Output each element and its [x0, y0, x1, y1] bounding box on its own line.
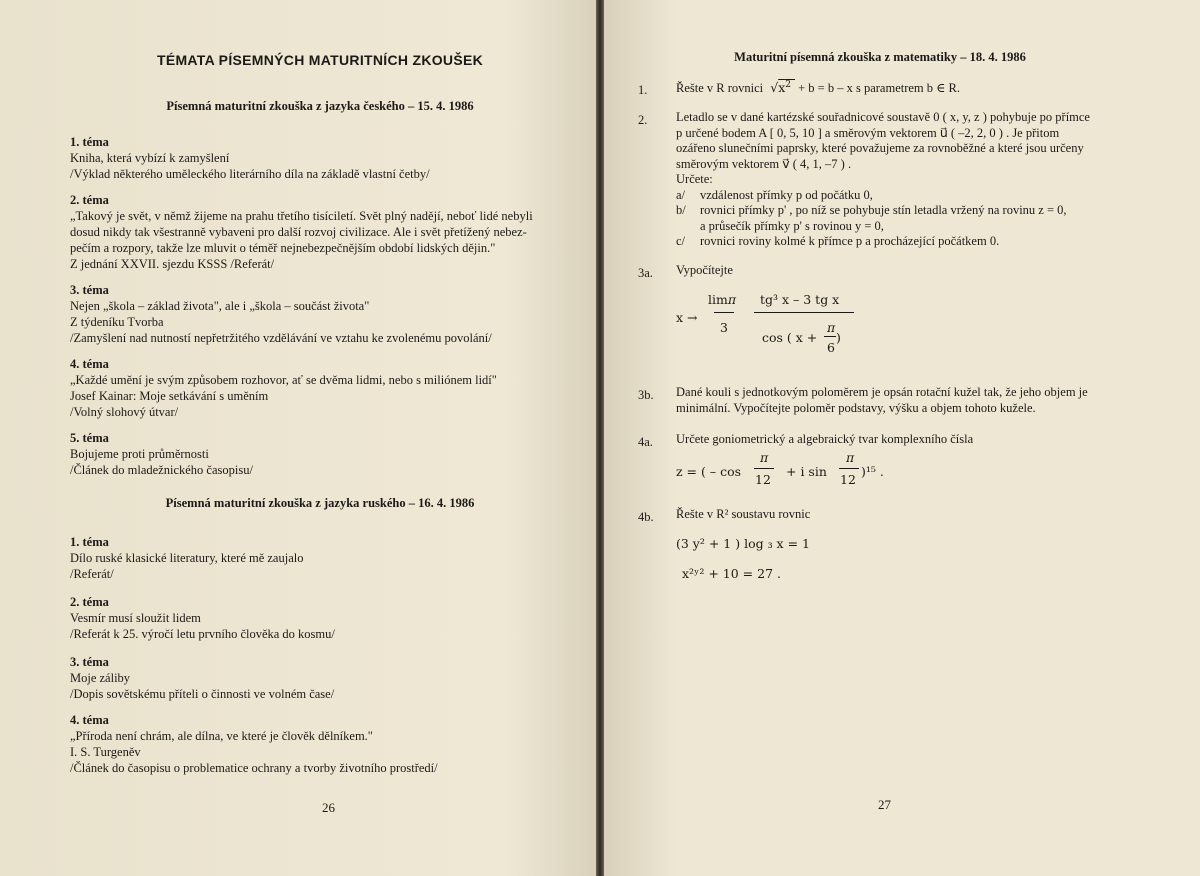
sqrt-symbol: √: [766, 80, 779, 95]
problem-line: minimální. Vypočítejte poloměr podstavy, výšku a objem tohoto kužele.: [676, 400, 1036, 415]
topic-line: Josef Kainar: Moje setkávání s uměním: [70, 389, 269, 403]
fraction-denominator: 3: [720, 320, 728, 335]
topic-label: 3. téma: [70, 655, 109, 669]
problem-4a-text: Určete goniometrický a algebraický tvar komplexního čísla: [676, 432, 974, 446]
problem-line: Dané kouli s jednotkovým poloměrem je opsán rotační kužel tak, že jeho objem je: [676, 385, 1088, 399]
fraction-bar: [839, 468, 859, 469]
complex-expression: [676, 452, 976, 492]
topic-line: „Takový je svět, v němž žijeme na prahu třetího tisíciletí. Svět plný nadějí, neboť lidé nebyli: [70, 209, 533, 223]
problem-2: [676, 110, 1146, 250]
topic-line: /Referát/: [70, 567, 114, 581]
topic-line: /Výklad některého uměleckého literárního díla na základě vlastní četby/: [70, 167, 430, 181]
pi-small: π: [827, 320, 836, 335]
page-number-right: 27: [878, 797, 891, 812]
czech-topic-5: [70, 430, 580, 478]
lim-label: limπ: [708, 292, 737, 307]
topic-line: Moje záliby: [70, 671, 131, 685]
topic-label: 1. téma: [70, 135, 109, 149]
equation-1: (3 y² + 1 ) log ₃ x = 1: [676, 536, 810, 551]
topic-label: 5. téma: [70, 431, 109, 445]
z-eq: z = ( – cos: [676, 464, 742, 479]
main-denominator-a: cos ( x +: [762, 330, 818, 345]
czech-topic-1: [70, 134, 580, 182]
problem-number: 3b.: [638, 388, 654, 402]
topic-line: /Dopis sovětskému příteli o činnosti ve volném čase/: [70, 687, 335, 701]
page-number-left: 26: [322, 800, 335, 815]
subtask-b-cont: a průsečík přímky p' s rovinou y = 0,: [700, 218, 884, 233]
exponent: )¹⁵ .: [861, 464, 884, 479]
russian-topic-2: [70, 594, 580, 642]
problem-4b-text: Řešte v R² soustavu rovnic: [676, 507, 811, 521]
limit-expression: [676, 292, 976, 370]
russian-exam-heading: Písemná maturitní zkouška z jazyka ruského – 16. 4. 1986: [165, 496, 475, 510]
problem-3a-text: Vypočítejte: [676, 263, 733, 277]
czech-topic-4: [70, 356, 580, 420]
problem-line: směrovým vektorem v⃗ ( 4, 1, –7 ) .: [676, 156, 852, 171]
twelve: 12: [840, 472, 856, 487]
problem-number: 1.: [638, 83, 648, 97]
topic-line: Z týdeníku Tvorba: [70, 315, 164, 329]
topic-line: /Zamyšlení nad nutností nepřetržitého vzdělávání ve vztahu ke zvolenému povolání/: [70, 331, 492, 345]
topic-line: Z jednání XXVII. sjezdu KSSS /Referát/: [70, 257, 275, 271]
czech-exam-heading: Písemná maturitní zkouška z jazyka českého – 15. 4. 1986: [166, 99, 474, 113]
topic-label: 1. téma: [70, 535, 109, 549]
main-fraction-bar: [754, 312, 854, 313]
topic-label: 4. téma: [70, 713, 109, 727]
topic-line: /Referát k 25. výročí letu prvního člověka do kosmu/: [70, 627, 335, 641]
problem-3b: [676, 385, 1146, 416]
equation-2: x²ʸ² + 10 = 27 .: [682, 566, 781, 581]
book-gutter: [596, 0, 604, 876]
problem-number: 2.: [638, 113, 648, 127]
subtask-a: a/ vzdálenost přímky p od počátku 0,: [676, 187, 873, 202]
math-exam-heading: Maturitní písemná zkouška z matematiky – 18. 4. 1986: [734, 50, 1026, 64]
topic-line: /Článek do časopisu o problematice ochrany a tvorby životního prostředí/: [70, 761, 438, 775]
topic-line: /Článek do mladežnického časopisu/: [70, 463, 253, 477]
russian-topic-3: [70, 654, 580, 702]
czech-topic-3: [70, 282, 580, 346]
subtask-b: b/ rovnici přímky p' , po níž se pohybuje stín letadla vržený na rovinu z = 0,: [676, 203, 1067, 217]
problem-1: [676, 80, 1146, 97]
topic-label: 2. téma: [70, 595, 109, 609]
topic-line: „Každé umění je svým způsobem rozhovor, ať se dvěma lidmi, nebo s miliónem lidí": [70, 373, 497, 387]
topic-line: Vesmír musí sloužit lidem: [70, 611, 201, 625]
pi: π: [846, 450, 855, 465]
topic-line: dosud nikdy tak všestranně vybaveni pro další rozvoj civilizace. Ale i svět přetížený nebez-: [70, 225, 527, 239]
russian-topic-1: [70, 534, 580, 582]
topic-line: Nejen „škola – základ života", ale i „škola – součást života": [70, 299, 370, 313]
czech-topic-2: [70, 192, 580, 272]
small-fraction-bar: [824, 336, 836, 337]
topic-line: I. S. Turgeněv: [70, 745, 141, 759]
topic-line: pečím a rozpory, takže lze mluvit o téměř nejnebezpečnějším období lidských dějin.": [70, 241, 496, 255]
fraction-bar: [714, 312, 734, 313]
topic-label: 4. téma: [70, 357, 109, 371]
problem-line: p určené bodem A [ 0, 5, 10 ] a směrovým vektorem u⃗ ( –2, 2, 0 ) . Je přitom: [676, 125, 1060, 140]
page-title: TÉMATA PÍSEMNÝCH MATURITNÍCH ZKOUŠEK: [156, 52, 484, 68]
problem-number: 4a.: [638, 435, 653, 449]
topic-line: Kniha, která vybízí k zamyšlení: [70, 151, 230, 165]
sqrt-radicand: $x^2$: [778, 80, 792, 95]
problem-line: Určete:: [676, 172, 713, 186]
x-arrow: x →: [676, 310, 698, 325]
problem-number: 3a.: [638, 266, 653, 280]
problem-line: Letadlo se v dané kartézské souřadnicové soustavě 0 ( x, y, z ) pohybuje po přímce: [676, 110, 1090, 124]
six: 6: [827, 340, 835, 355]
topic-label: 2. téma: [70, 193, 109, 207]
main-denominator-b: ): [836, 330, 841, 345]
twelve: 12: [755, 472, 771, 487]
topic-line: Dílo ruské klasické literatury, které mě zaujalo: [70, 551, 304, 565]
topic-label: 3. téma: [70, 283, 109, 297]
problem-text: Řešte v R rovnici: [676, 81, 764, 95]
topic-line: /Volný slohový útvar/: [70, 405, 179, 419]
fraction-bar: [754, 468, 774, 469]
topic-line: „Příroda není chrám, ale dílna, ve které je člověk dělníkem.": [70, 729, 373, 743]
pi: π: [760, 450, 769, 465]
subtask-c: c/ rovnici roviny kolmé k přímce p a procházející počátkem 0.: [676, 234, 1000, 248]
russian-topic-4: [70, 712, 580, 776]
plus-isin: + i sin: [786, 464, 827, 479]
problem-line: ozářeno slunečními paprsky, které považujeme za rovnoběžné a které jsou určeny: [676, 141, 1084, 155]
topic-line: Bojujeme proti průměrnosti: [70, 447, 209, 461]
main-numerator: tg³ x – 3 tg x: [760, 292, 840, 307]
problem-number: 4b.: [638, 510, 654, 524]
left-page: [0, 0, 596, 876]
problem-text: + b = b – x s parametrem b ∈ R.: [798, 81, 960, 95]
